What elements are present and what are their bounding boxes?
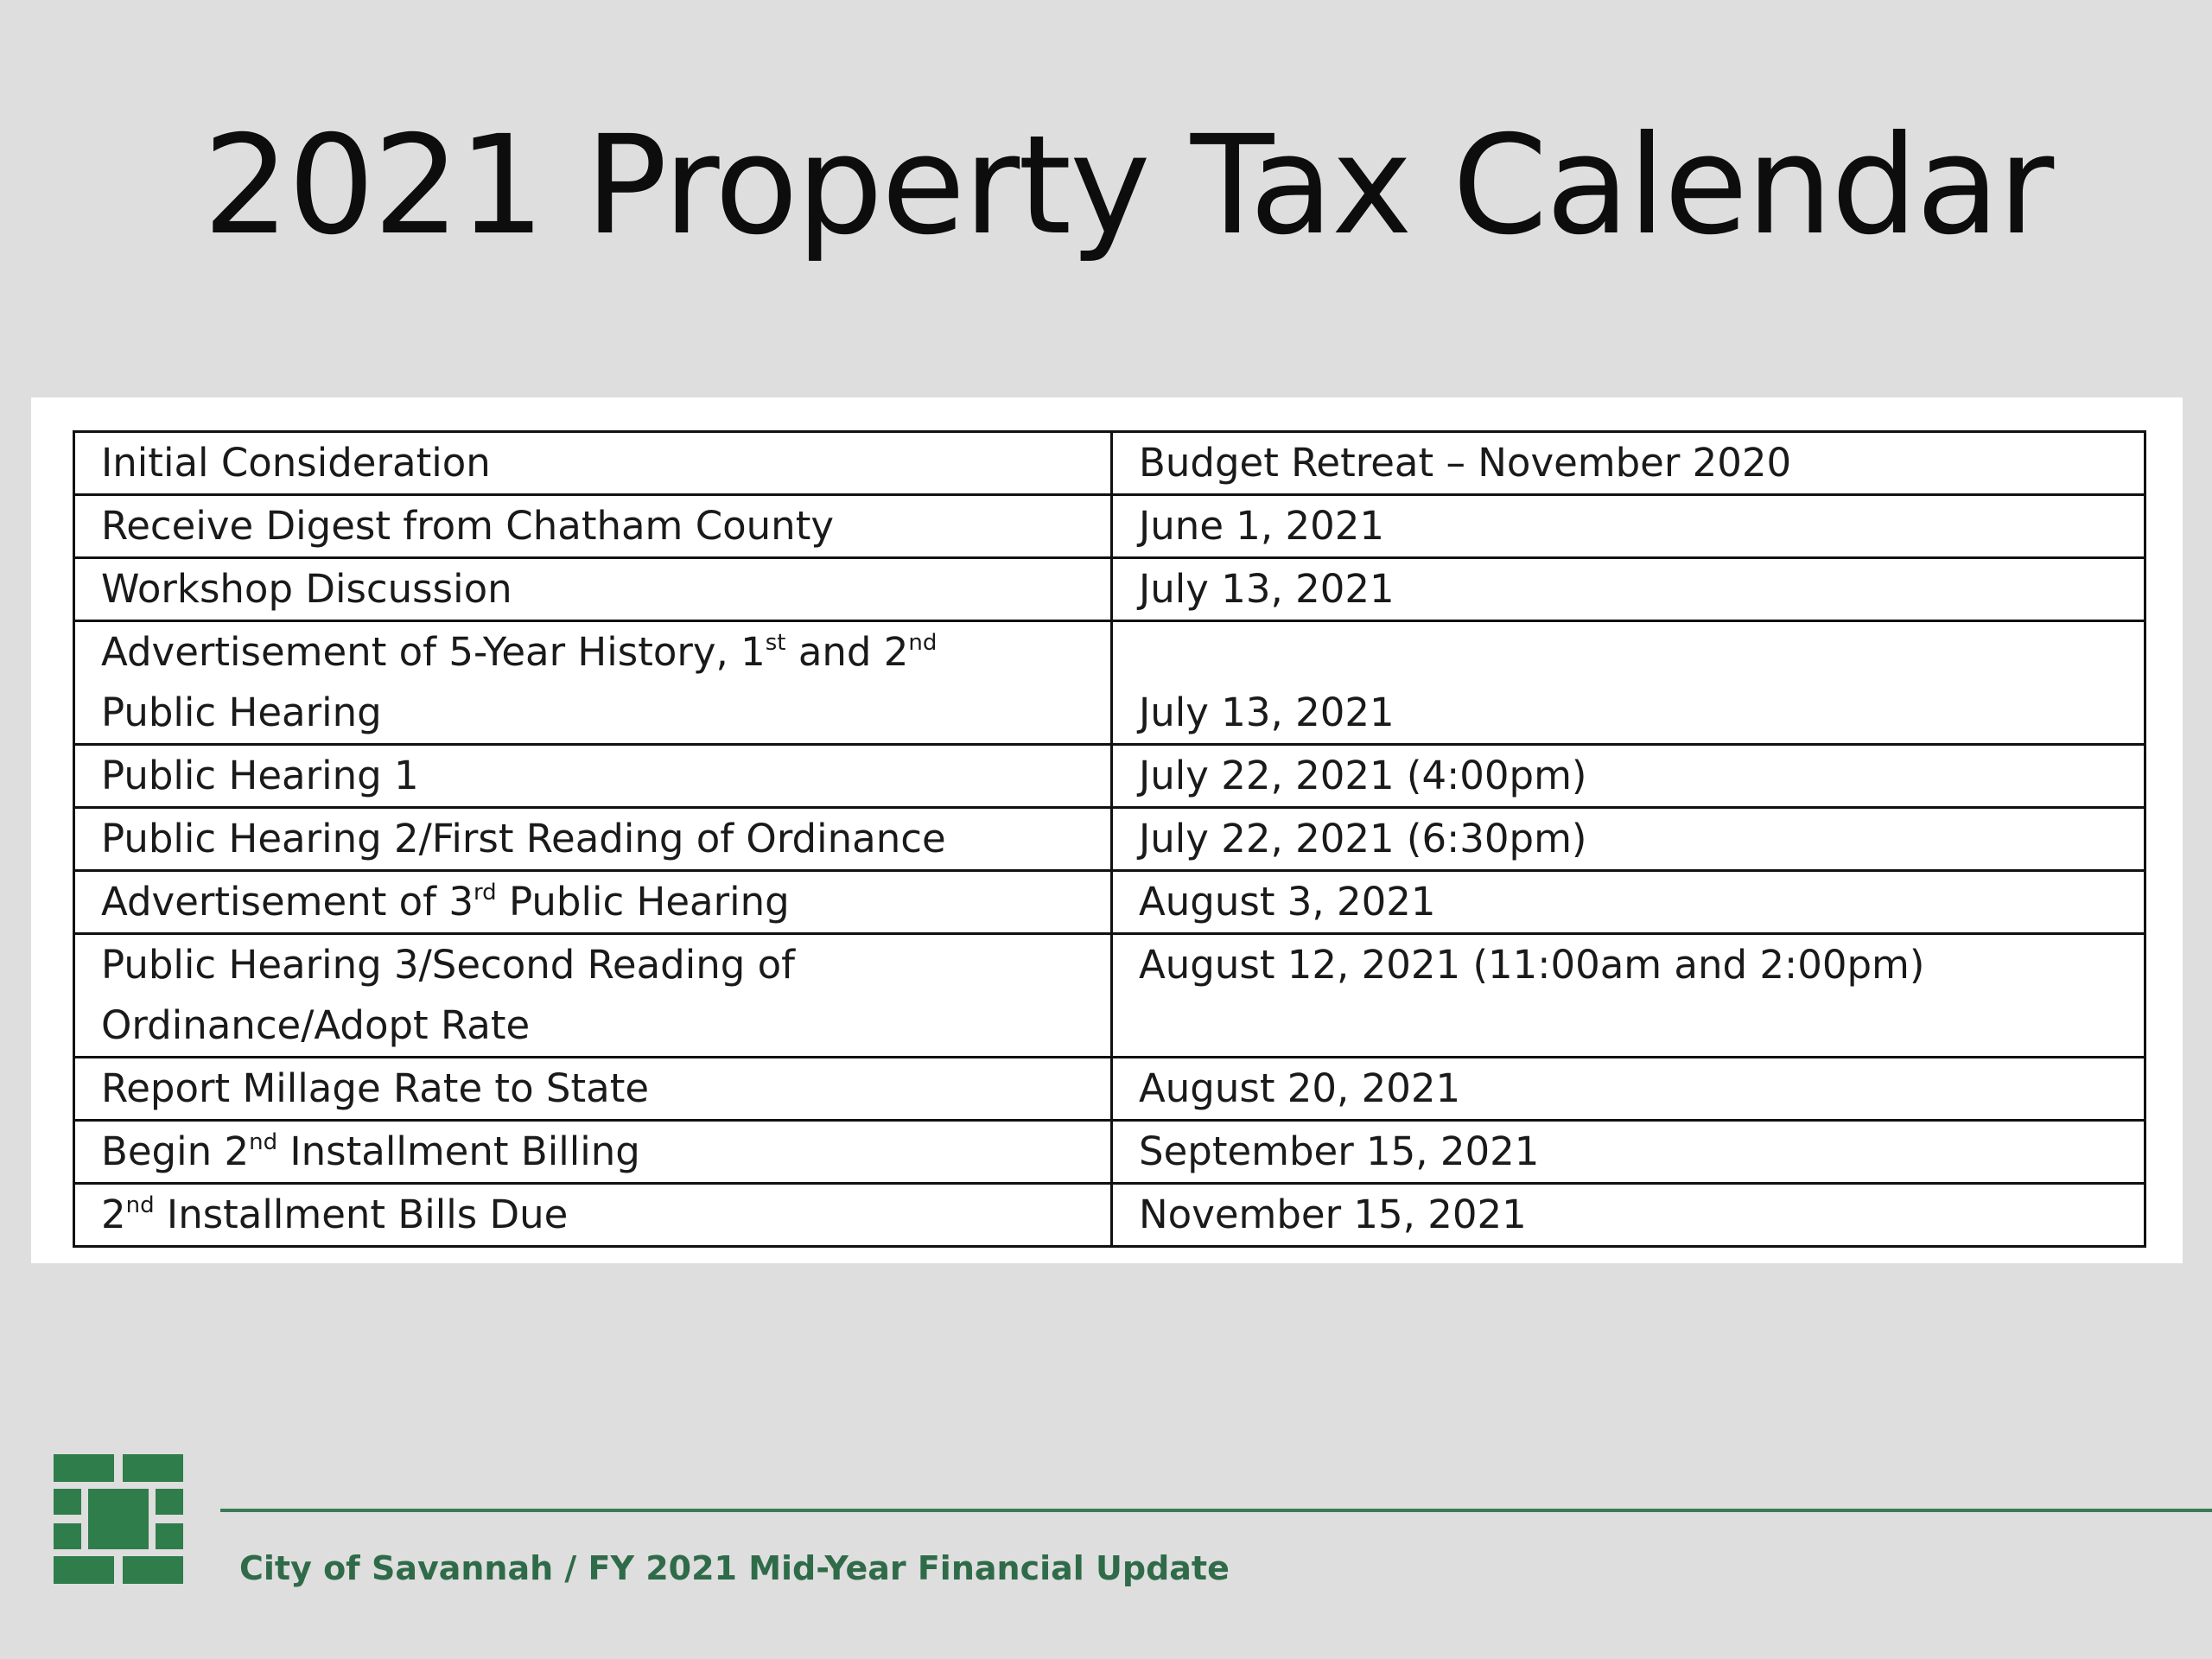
date-cell: August 12, 2021 (11:00am and 2:00pm) xyxy=(1112,934,2145,1058)
event-cell: Workshop Discussion xyxy=(74,558,1112,621)
event-line-1: Public Hearing 3/Second Reading of xyxy=(101,942,796,988)
event-line-2: Public Hearing xyxy=(101,690,382,735)
date-cell: July 22, 2021 (4:00pm) xyxy=(1112,745,2145,808)
event-text: Installment Billing xyxy=(277,1128,640,1174)
event-cell: Report Millage Rate to State xyxy=(74,1058,1112,1121)
logo-bricks xyxy=(54,1454,183,1584)
event-text: Begin 2 xyxy=(101,1128,250,1174)
event-cell xyxy=(74,621,1112,745)
event-cell xyxy=(74,934,1112,1058)
table-row xyxy=(74,621,2145,745)
event-text: Advertisement of 5-Year History, 1 xyxy=(101,629,766,675)
event-cell: Public Hearing 2/First Reading of Ordinance xyxy=(74,808,1112,871)
table-row xyxy=(74,495,2145,558)
table-row xyxy=(74,558,2145,621)
event-text: Advertisement of 3 xyxy=(101,879,474,925)
table-row xyxy=(74,1121,2145,1184)
ordinal-suffix: nd xyxy=(125,1192,155,1218)
ordinal-suffix: st xyxy=(765,630,786,656)
ordinal-suffix: nd xyxy=(908,630,938,656)
property-tax-schedule-table xyxy=(73,430,2146,1248)
event-cell: Public Hearing 1 xyxy=(74,745,1112,808)
table-row xyxy=(74,1058,2145,1121)
schedule-card xyxy=(31,397,2183,1263)
event-cell xyxy=(74,871,1112,934)
table-row xyxy=(74,745,2145,808)
event-text: Public Hearing xyxy=(496,879,790,925)
event-cell xyxy=(74,1121,1112,1184)
date-cell: July 13, 2021 xyxy=(1112,558,2145,621)
event-text: and 2 xyxy=(785,629,909,675)
slide-title: 2021 Property Tax Calendar xyxy=(202,106,2053,265)
date-cell: July 13, 2021 xyxy=(1112,621,2145,745)
event-line-2: Ordinance/Adopt Rate xyxy=(101,1002,531,1048)
table-row xyxy=(74,934,2145,1058)
event-text: 2 xyxy=(101,1192,126,1237)
date-cell: August 3, 2021 xyxy=(1112,871,2145,934)
table-row xyxy=(74,432,2145,495)
event-line-1 xyxy=(101,622,1084,683)
table-row xyxy=(74,871,2145,934)
footer-text: City of Savannah / FY 2021 Mid-Year Financial Update xyxy=(239,1549,1230,1587)
footer-divider xyxy=(220,1509,2212,1512)
event-cell xyxy=(74,1184,1112,1247)
date-cell: June 1, 2021 xyxy=(1112,495,2145,558)
event-cell: Receive Digest from Chatham County xyxy=(74,495,1112,558)
event-cell: Initial Consideration xyxy=(74,432,1112,495)
table-row xyxy=(74,1184,2145,1247)
date-cell: September 15, 2021 xyxy=(1112,1121,2145,1184)
date-cell: August 20, 2021 xyxy=(1112,1058,2145,1121)
date-cell: November 15, 2021 xyxy=(1112,1184,2145,1247)
date-cell: Budget Retreat – November 2020 xyxy=(1112,432,2145,495)
city-of-savannah-logo-icon xyxy=(54,1454,183,1584)
table-row xyxy=(74,808,2145,871)
event-text: Installment Bills Due xyxy=(154,1192,569,1237)
date-cell: July 22, 2021 (6:30pm) xyxy=(1112,808,2145,871)
ordinal-suffix: rd xyxy=(473,880,497,906)
ordinal-suffix: nd xyxy=(249,1129,278,1155)
